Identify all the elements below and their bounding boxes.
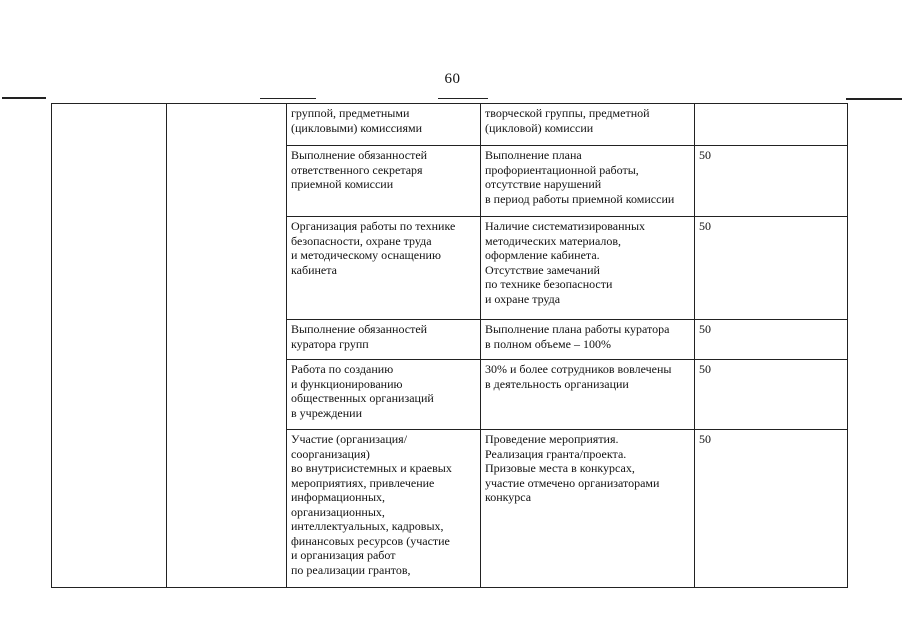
empty-cell <box>167 104 287 588</box>
page-number: 60 <box>444 71 461 87</box>
indicator-cell: Выполнение плана работы куратора в полном объеме – 100% <box>481 320 695 360</box>
empty-cell <box>52 104 167 588</box>
indicator-cell: Наличие систематизированных методических материалов, оформление кабинета. Отсутствие замечаний по технике безопасности и охране труда <box>481 217 695 320</box>
indicator-cell: Выполнение плана профориентационной работы, отсутствие нарушений в период работы приемной комиссии <box>481 146 695 217</box>
indicator-cell: творческой группы, предметной (цикловой) комиссии <box>481 104 695 146</box>
activity-cell: Выполнение обязанностей ответственного секретаря приемной комиссии <box>287 146 481 217</box>
scan-artifact-line <box>846 98 902 100</box>
points-cell: 50 <box>695 217 848 320</box>
scan-artifact-line <box>438 98 488 99</box>
criteria-table <box>51 103 848 588</box>
activity-cell: Выполнение обязанностей куратора групп <box>287 320 481 360</box>
scan-artifact-line <box>260 98 316 99</box>
activity-cell: Участие (организация/ соорганизация) во внутрисистемных и краевых мероприятиях, привлечение информационных, организационных, интеллектуальных, кадровых, финансовых ресурсов (участие и организация работ по реализации грантов, <box>287 430 481 588</box>
activity-cell: группой, предметными (цикловыми) комиссиями <box>287 104 481 146</box>
points-cell: 50 <box>695 146 848 217</box>
activity-cell: Работа по созданию и функционированию общественных организаций в учреждении <box>287 360 481 430</box>
points-cell <box>695 104 848 146</box>
activity-cell: Организация работы по технике безопасности, охране труда и методическому оснащению кабинета <box>287 217 481 320</box>
indicator-cell: 30% и более сотрудников вовлечены в деятельность организации <box>481 360 695 430</box>
points-cell: 50 <box>695 360 848 430</box>
points-cell: 50 <box>695 320 848 360</box>
scan-artifact-line <box>2 97 46 99</box>
indicator-cell: Проведение мероприятия. Реализация гранта/проекта. Призовые места в конкурсах, участие отмечено организаторами конкурса <box>481 430 695 588</box>
points-cell: 50 <box>695 430 848 588</box>
table-row <box>52 104 848 146</box>
